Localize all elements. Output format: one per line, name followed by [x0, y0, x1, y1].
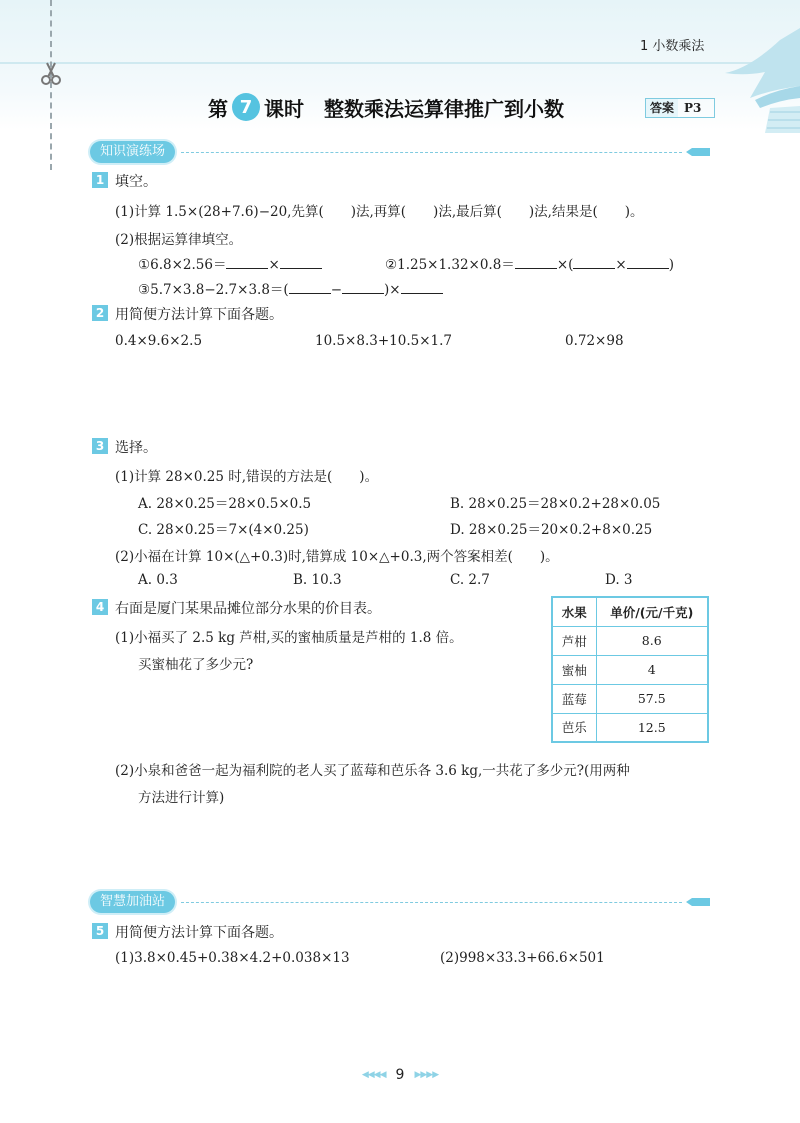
page-footer — [340, 1067, 460, 1083]
fruit-price: 4 — [596, 655, 708, 684]
pencil-icon — [686, 147, 712, 157]
choice-option[interactable]: D. 3 — [605, 572, 633, 588]
arrows-right-icon: ▶▶▶▶ — [414, 1070, 439, 1080]
answer-blank[interactable] — [280, 255, 322, 269]
pavilion-roof-icon — [710, 28, 800, 133]
section-header-practice — [90, 140, 712, 164]
fruit-price: 12.5 — [596, 713, 708, 742]
table-header: 单价/(元/千克) — [596, 597, 708, 626]
answer-label: 答案 — [646, 99, 678, 117]
answer-blank[interactable] — [573, 255, 615, 269]
page-number: 9 — [395, 1067, 405, 1083]
expression: 10.5×8.3+10.5×1.7 — [315, 333, 452, 349]
fruit-name: 芦柑 — [552, 626, 596, 655]
section-label: 智慧加油站 — [90, 891, 175, 913]
answer-page: P3 — [684, 101, 702, 115]
table-header: 水果 — [552, 597, 596, 626]
title-lesson-word: 课时 — [264, 96, 304, 121]
header-rule — [0, 62, 800, 64]
fruit-price: 57.5 — [596, 684, 708, 713]
question-text: (1)计算 1.5×(28+7.6)−20,先算( )法,再算( )法,最后算( )法,结果是( )。 — [115, 204, 644, 220]
choice-option[interactable]: B. 28×0.25＝28×0.2+28×0.05 — [450, 496, 661, 512]
question-title: 右面是厦门某果品摊位部分水果的价目表。 — [115, 601, 381, 617]
answer-reference[interactable] — [645, 98, 715, 118]
choice-option[interactable]: B. 10.3 — [293, 572, 342, 588]
answer-blank[interactable] — [289, 280, 331, 294]
expression: (1)3.8×0.45+0.38×4.2+0.038×13 — [115, 950, 350, 966]
answer-blank[interactable] — [342, 280, 384, 294]
question-number: 5 — [92, 923, 108, 939]
question-title: 填空。 — [115, 174, 157, 190]
fruit-price: 8.6 — [596, 626, 708, 655]
section-header-challenge — [90, 890, 712, 914]
table-header-row — [552, 597, 708, 626]
chapter-label: 1 小数乘法 — [640, 39, 705, 54]
question-text: 方法进行计算) — [138, 790, 225, 806]
question-text: 买蜜柚花了多少元? — [138, 657, 254, 673]
question-number: 4 — [92, 599, 108, 615]
choice-option[interactable]: C. 28×0.25＝7×(4×0.25) — [138, 522, 309, 538]
choice-option[interactable]: D. 28×0.25＝20×0.2+8×0.25 — [450, 522, 653, 538]
title-prefix: 第 — [208, 96, 228, 121]
fruit-name: 蜜柚 — [552, 655, 596, 684]
expression: 0.72×98 — [565, 333, 624, 349]
fill-row-c: ③5.7×3.8−2.7×3.8＝( − )× — [138, 278, 443, 298]
answer-blank[interactable] — [515, 255, 557, 269]
fruit-name: 芭乐 — [552, 713, 596, 742]
fruit-name: 蓝莓 — [552, 684, 596, 713]
expression: (2)998×33.3+66.6×501 — [440, 950, 605, 966]
question-number: 2 — [92, 305, 108, 321]
question-number: 3 — [92, 438, 108, 454]
answer-blank[interactable] — [627, 255, 669, 269]
fill-row-b: ②1.25×1.32×0.8＝ ×( × ) — [385, 257, 674, 273]
question-number: 1 — [92, 172, 108, 188]
expression: 0.4×9.6×2.5 — [115, 333, 203, 349]
question-text: (2)小泉和爸爸一起为福利院的老人买了蓝莓和芭乐各 3.6 kg,一共花了多少元?(用两种 — [115, 763, 630, 779]
answer-blank[interactable] — [226, 255, 268, 269]
table-row — [552, 626, 708, 655]
table-row — [552, 655, 708, 684]
question-text: (1)小福买了 2.5 kg 芦柑,买的蜜柚质量是芦柑的 1.8 倍。 — [115, 630, 463, 646]
question-title: 用简便方法计算下面各题。 — [115, 307, 283, 323]
answer-blank[interactable] — [401, 280, 443, 294]
scissors-icon — [38, 60, 64, 86]
question-text: (1)计算 28×0.25 时,错误的方法是( )。 — [115, 469, 379, 485]
pencil-icon — [686, 897, 712, 907]
title-main: 整数乘法运算律推广到小数 — [324, 96, 564, 121]
choice-option[interactable]: A. 28×0.25＝28×0.5×0.5 — [138, 496, 312, 512]
price-table — [551, 596, 709, 743]
arrows-left-icon: ◀◀◀◀ — [361, 1070, 386, 1080]
question-title: 选择。 — [115, 440, 157, 456]
question-title: 用简便方法计算下面各题。 — [115, 925, 283, 941]
choice-option[interactable]: A. 0.3 — [138, 572, 178, 588]
table-row — [552, 684, 708, 713]
question-text: (2)根据运算律填空。 — [115, 232, 243, 248]
section-label: 知识演练场 — [90, 141, 175, 163]
fill-row-a: ①6.8×2.56＝ × — [138, 253, 322, 273]
page-title — [208, 92, 564, 122]
question-text: (2)小福在计算 10×(△+0.3)时,错算成 10×△+0.3,两个答案相差( )。 — [115, 549, 559, 565]
lesson-number-badge: 7 — [232, 93, 260, 121]
table-row — [552, 713, 708, 742]
choice-option[interactable]: C. 2.7 — [450, 572, 490, 588]
